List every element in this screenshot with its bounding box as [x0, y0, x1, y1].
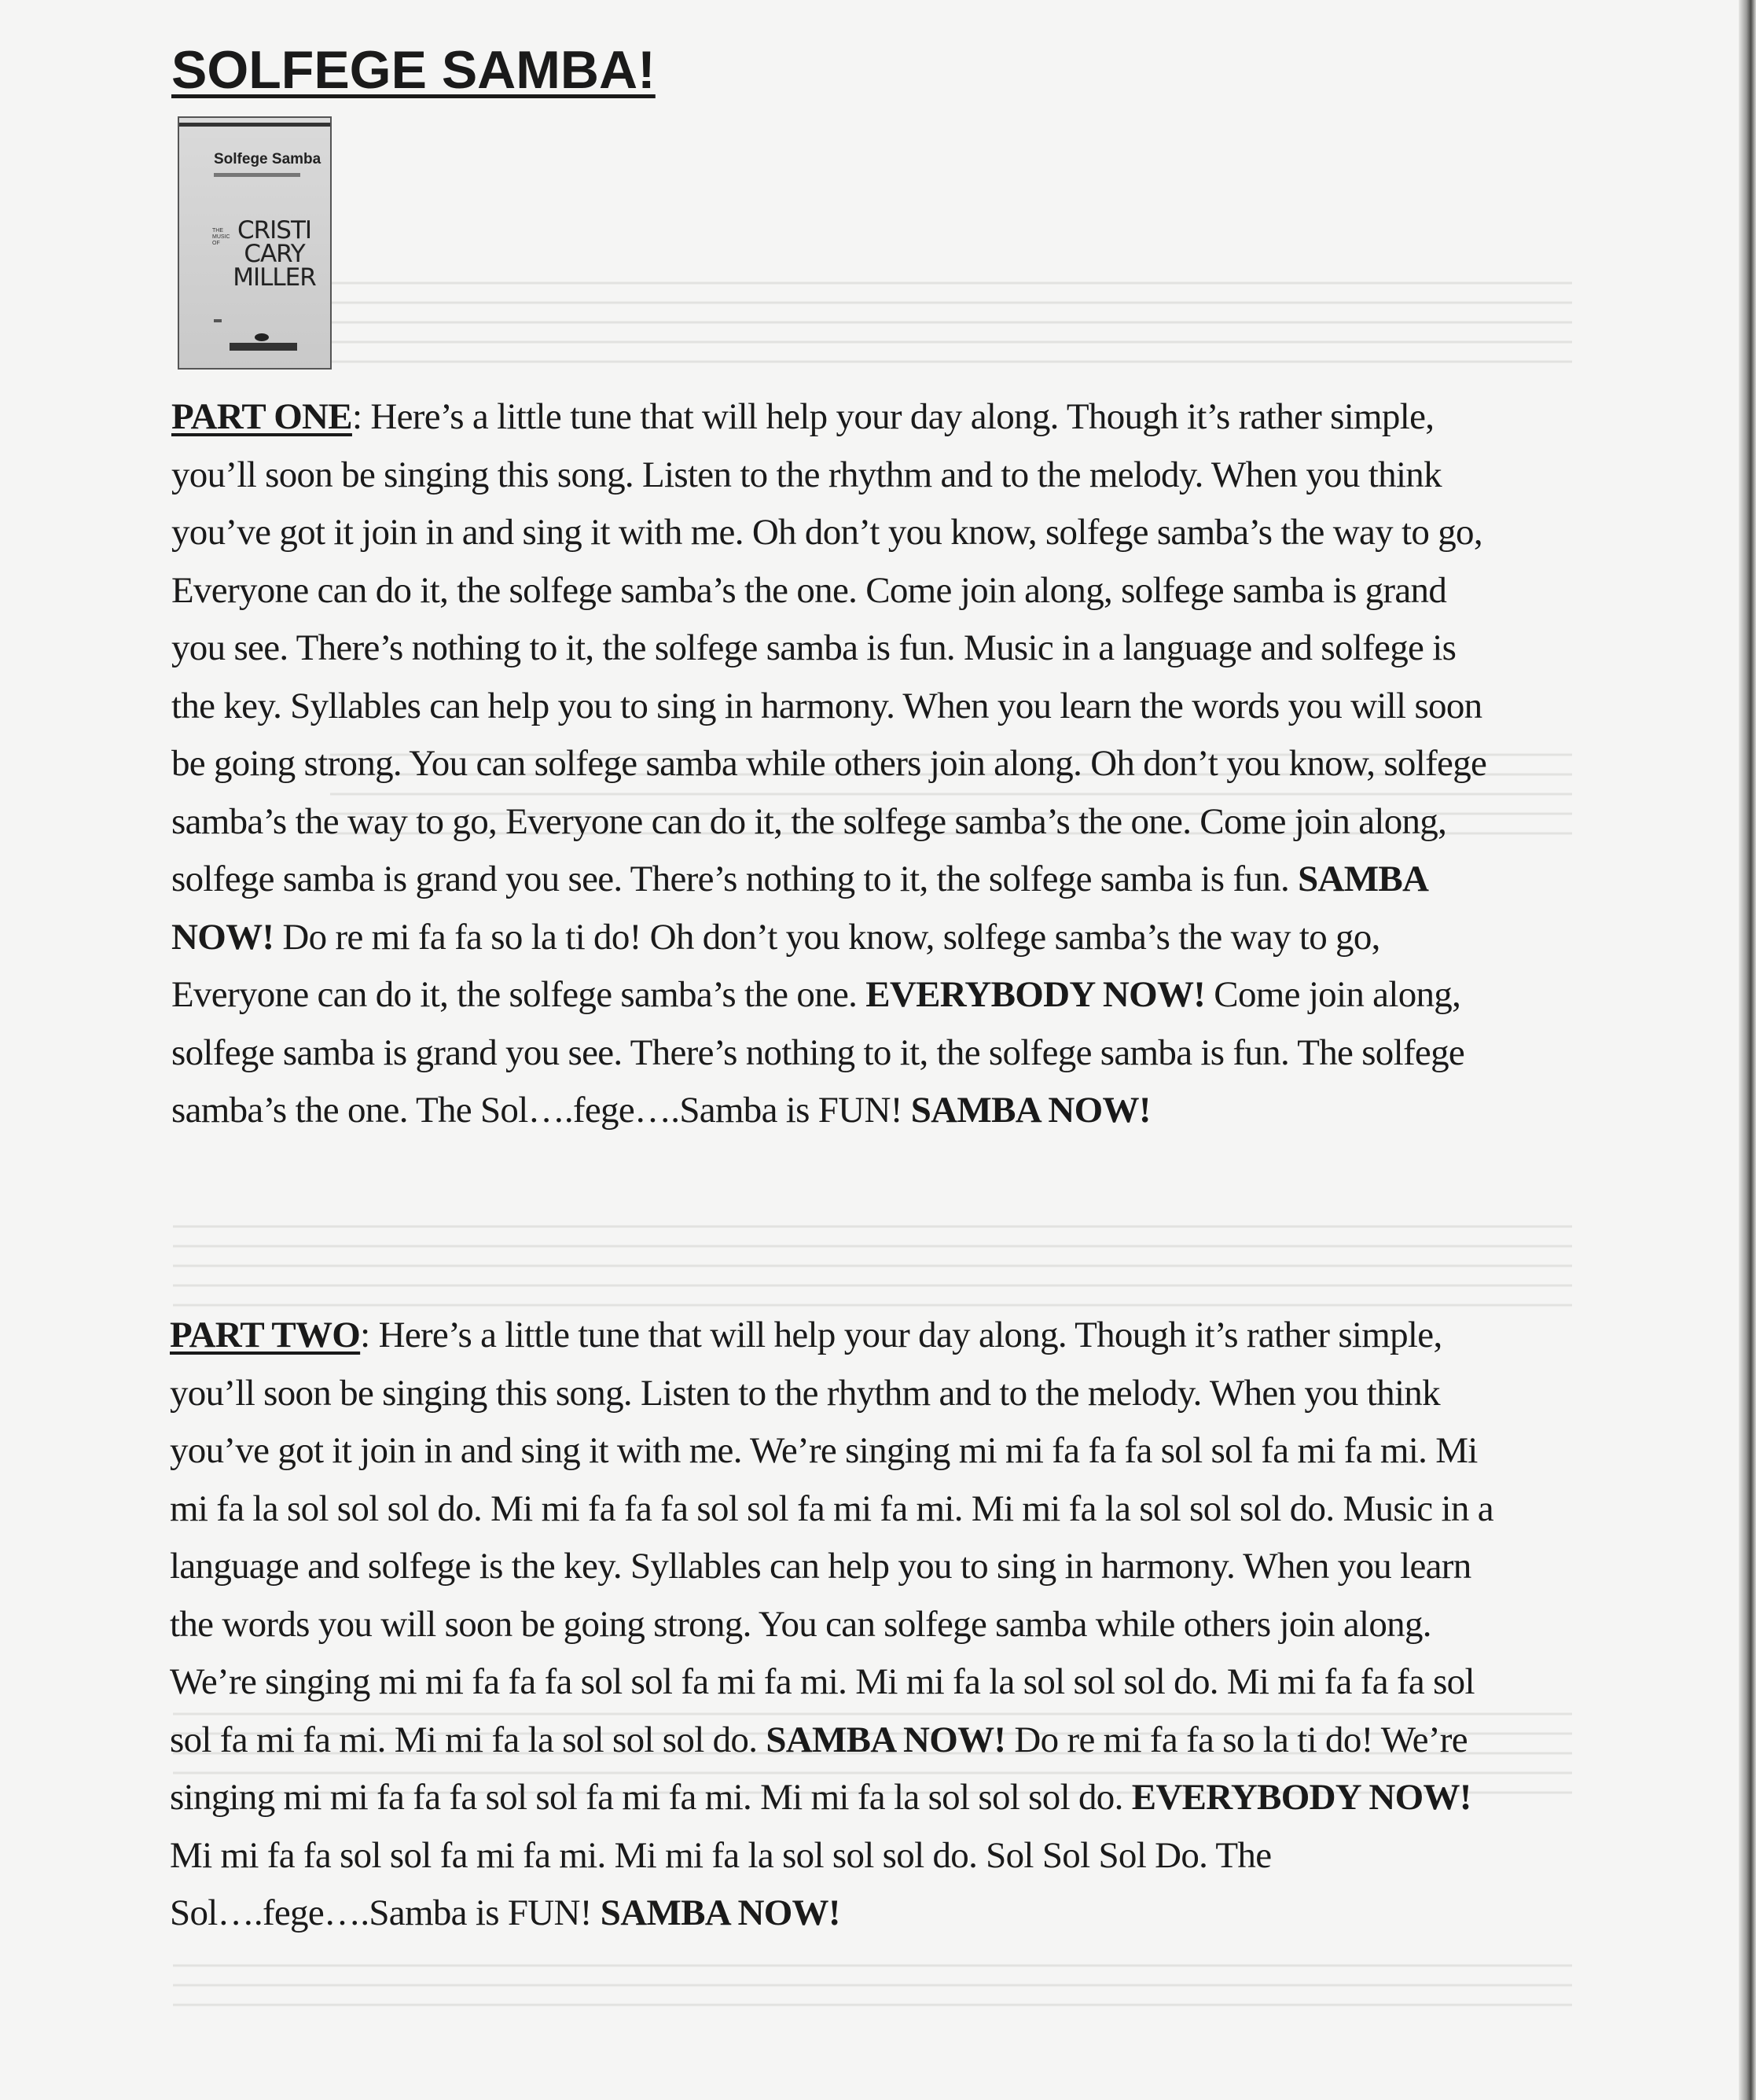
part-one-bold-2: EVERYBODY NOW!	[865, 974, 1206, 1015]
cover-subtitle-line	[214, 173, 300, 177]
part-one-bold-1: SAMBA NOW!	[171, 859, 1427, 958]
part-two-text-3: Mi mi fa fa sol sol fa mi fa mi. Mi mi fa la sol sol sol do. Sol Sol Sol Do. The Sol….fege….Samba is FUN!	[170, 1834, 1272, 1933]
cover-composer-line-3: MILLER	[233, 263, 316, 292]
part-one-label: PART ONE	[171, 396, 352, 437]
part-two-label: PART TWO	[170, 1315, 361, 1355]
cover-composer-line-2: CARY	[244, 240, 305, 268]
cover-title: Solfege Samba	[214, 151, 321, 167]
cover-by-line: THE MUSIC OF	[212, 228, 230, 246]
page-edge-shadow	[1739, 0, 1756, 2100]
cover-publisher-logo-icon	[255, 333, 269, 341]
part-two-paragraph	[170, 1307, 1506, 1943]
part-two-text-2: Do re mi fa fa so la ti do! We’re singing mi mi fa fa fa sol sol fa mi fa mi. Mi mi fa la sol sol sol do.	[170, 1719, 1468, 1818]
part-one-text-3: Come join along, solfege samba is grand you see. There’s nothing to it, the solfege samba is fun. The solfege samba’s the one. The Sol….fege….Samba is FUN!	[171, 974, 1465, 1131]
sheet-music-cover-image	[178, 116, 332, 370]
part-two-bold-3: SAMBA NOW!	[600, 1892, 840, 1933]
cover-mark	[214, 319, 222, 322]
cover-top-bar	[179, 123, 330, 127]
cover-composer-line-1: CRISTI	[237, 216, 312, 245]
part-one-text-2: Do re mi fa fa so la ti do! Oh don’t you know, solfege samba’s the way to go, Everyone can do it, the solfege samba’s the one.	[171, 916, 1380, 1015]
cover-publisher-bar	[230, 343, 297, 351]
part-one-paragraph	[171, 388, 1508, 1140]
part-two-text-1: : Here’s a little tune that will help your day along. Though it’s rather simple, you’ll soon be singing this song. Listen to the rhythm and to the melody. When you think you’ve got it join in and sing it with me. We’re singing mi mi fa fa fa sol sol fa mi fa mi. Mi mi fa la sol sol sol do. Mi mi fa fa fa sol sol fa mi fa mi. Mi mi fa la sol sol sol do. Music in a language and solfege is the key. Syllables can help you to sing in harmony. When you learn the words you will soon be going strong. You can solfege samba while others join along. We’re singing mi mi fa fa fa sol sol fa mi fa mi. Mi mi fa la sol sol sol do. Mi mi fa fa fa sol sol fa mi fa mi. Mi mi fa la sol sol sol do.	[170, 1315, 1493, 1760]
part-two-bold-1: SAMBA NOW!	[766, 1719, 1006, 1760]
part-one-text-1: : Here’s a little tune that will help your day along. Though it’s rather simple, you’ll soon be singing this song. Listen to the rhythm and to the melody. When you think you’ve got it join in and sing it with me. Oh don’t you know, solfege samba’s the way to go, Everyone can do it, the solfege samba’s the one. Come join along, solfege samba is grand you see. There’s nothing to it, the solfege samba is fun. Music in a language and solfege is the key. Syllables can help you to sing in harmony. When you learn the words you will soon be going strong. You can solfege samba while others join along. Oh don’t you know, solfege samba’s the way to go, Everyone can do it, the solfege samba’s the one. Come join along, solfege samba is grand you see. There’s nothing to it, the solfege samba is fun.	[171, 396, 1487, 899]
cover-composer	[231, 216, 318, 292]
part-one-bold-3: SAMBA NOW!	[910, 1090, 1151, 1131]
page-title: SOLFEGE SAMBA!	[171, 40, 656, 100]
part-two-bold-2: EVERYBODY NOW!	[1131, 1777, 1471, 1818]
